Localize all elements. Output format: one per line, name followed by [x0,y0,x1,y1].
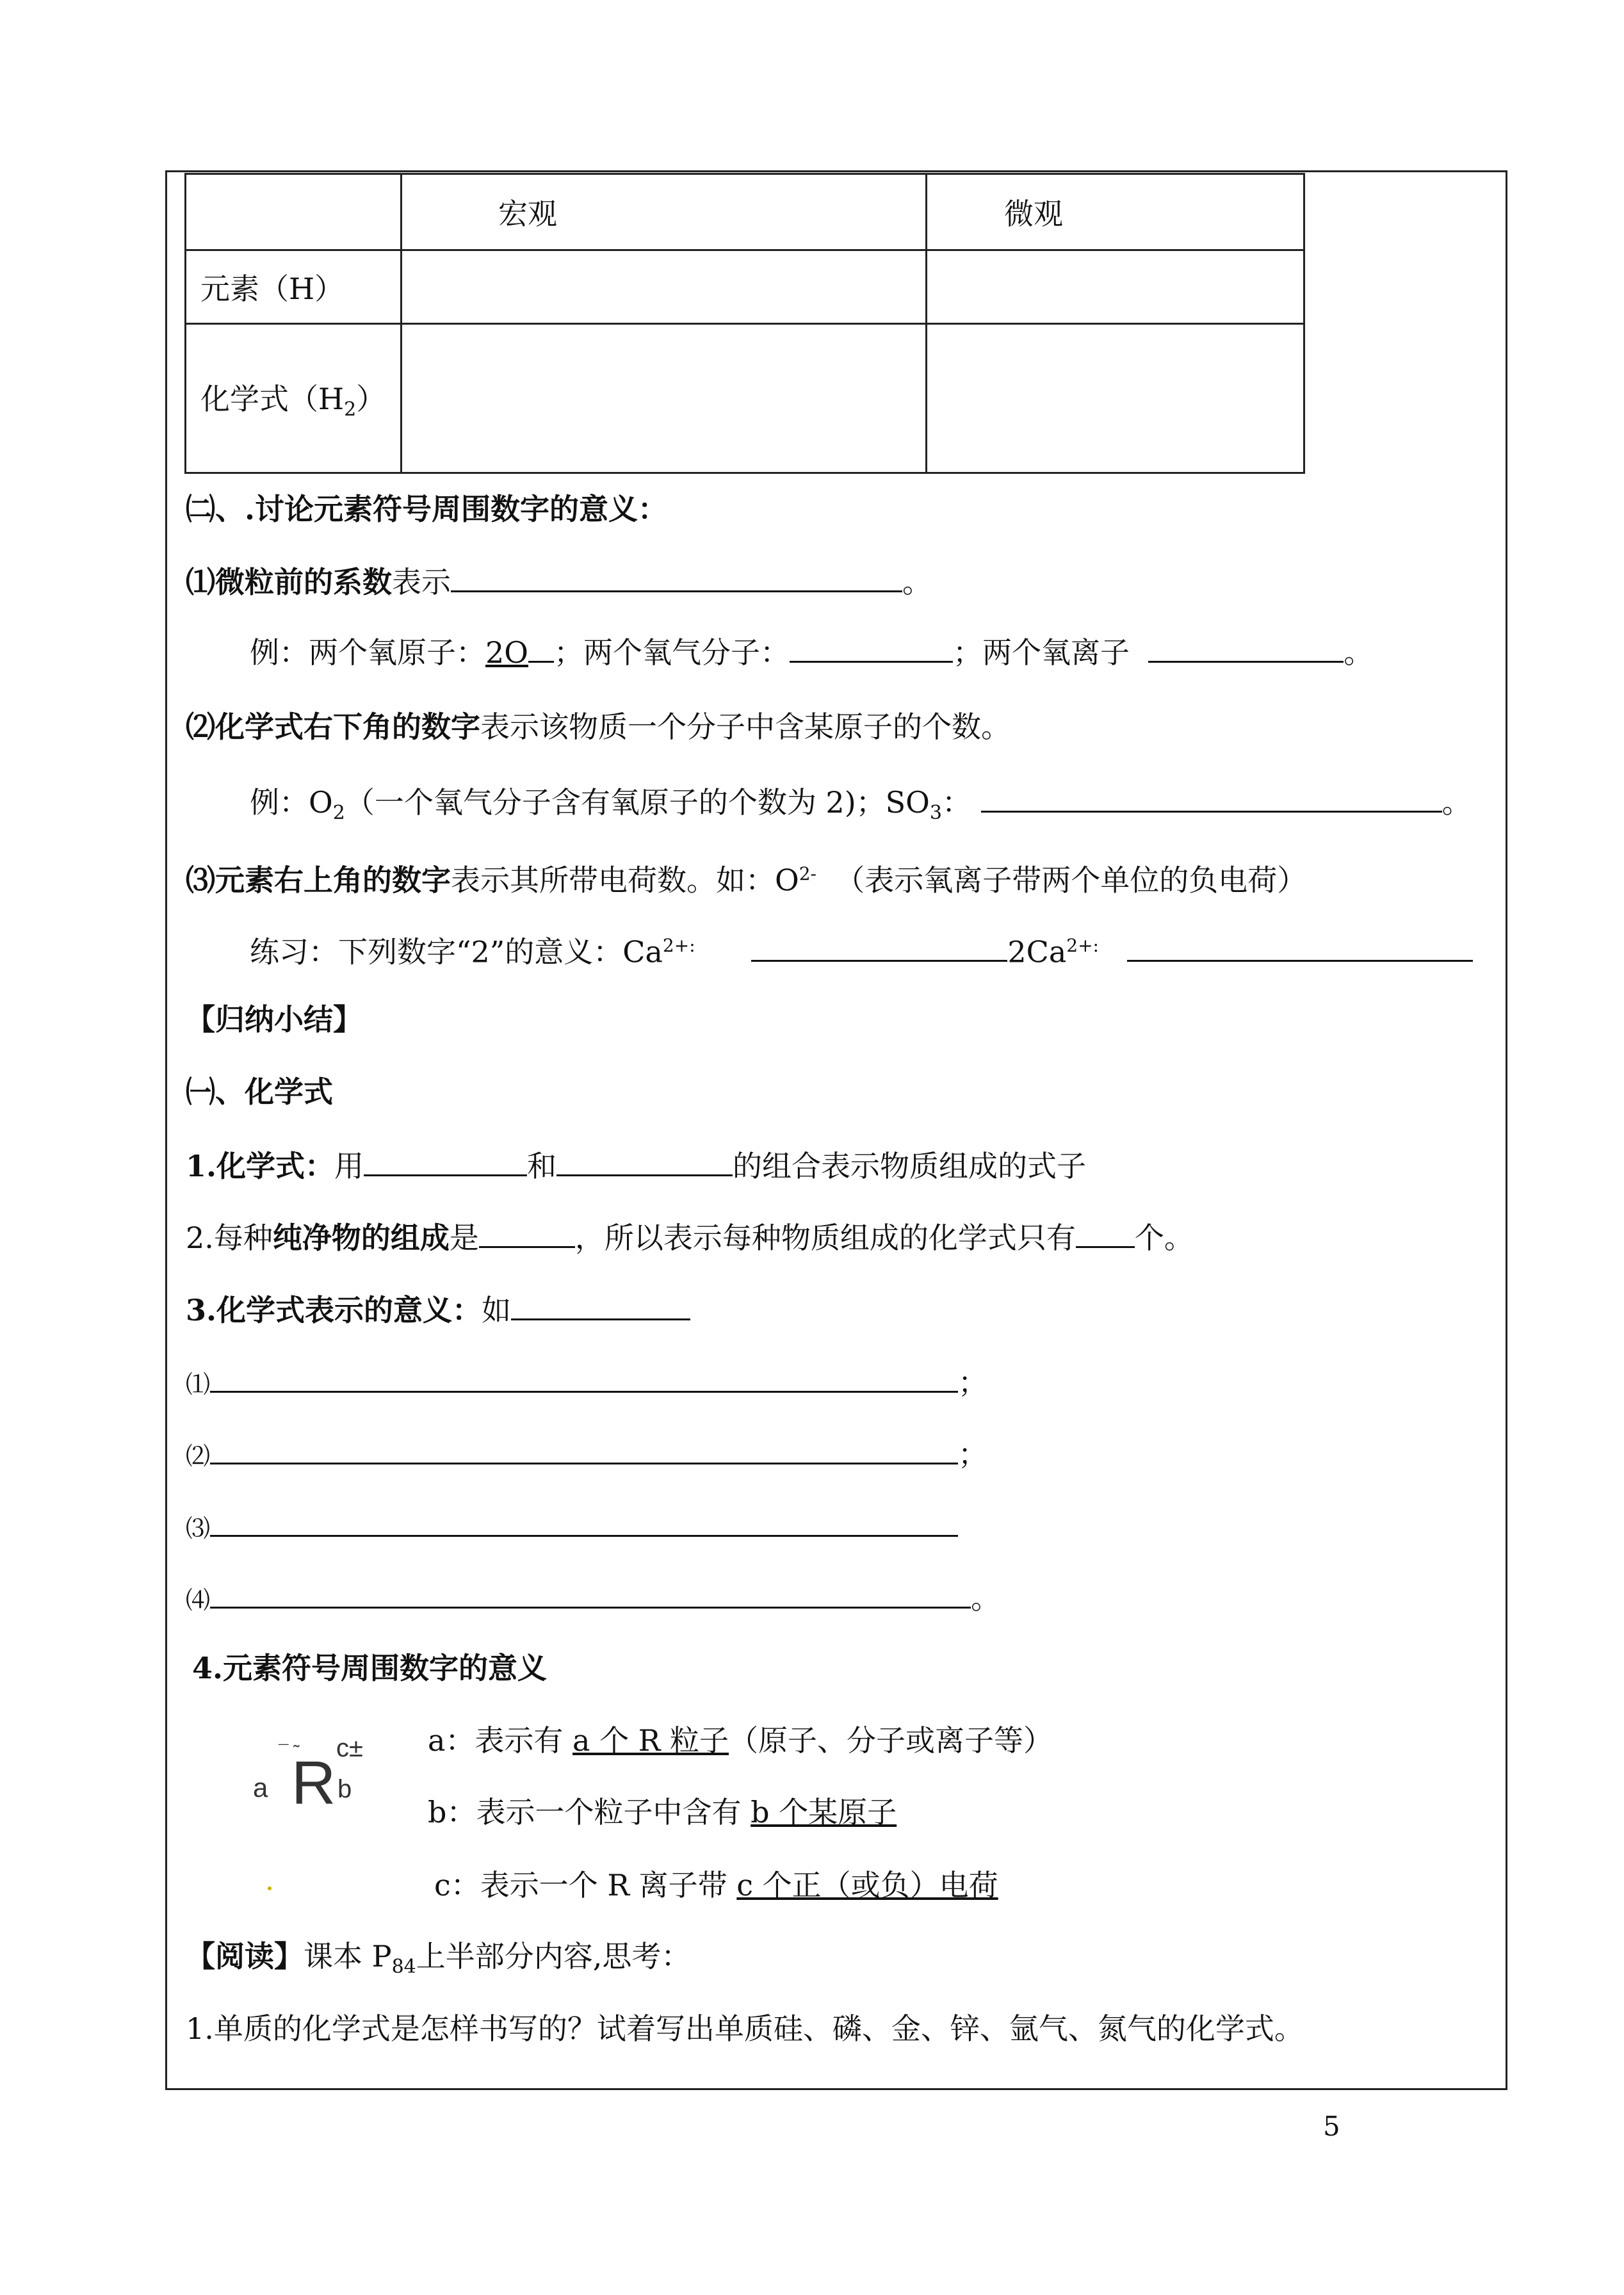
meaning-line-1: ⑴ ； [186,1363,987,1404]
answer-blank[interactable] [451,562,902,592]
answer-blank[interactable] [556,1146,733,1176]
table-header-row [186,174,1304,250]
summary-item1: 1.化学式：用 和 的组合表示物质组成的式子 [186,1146,1086,1185]
meaning-b: b：表示一个粒子中含有 b 个某原子 [428,1795,897,1829]
meaning-line-2: ⑵ ； [186,1434,987,1475]
table-row [186,324,1304,473]
table-cell-blank[interactable] [402,324,927,473]
answer-blank[interactable] [210,1578,971,1609]
summary-subtitle: ㈠、化学式 [186,1075,333,1109]
answer-blank[interactable] [511,1290,690,1320]
formula-r: R [291,1749,336,1817]
page-number: 5 [1323,2111,1340,2142]
summary-item3: 3.化学式表示的意义：如 [186,1290,690,1329]
formula-a: a [253,1772,268,1803]
answer-blank[interactable] [790,633,953,663]
formula-dash: ¯ ˜ [279,1742,300,1762]
table-header-empty [186,174,402,250]
summary-item4: 4.元素符号周围数字的意义 [192,1651,548,1685]
table-cell-blank[interactable] [927,324,1304,473]
section2-point3: ⑶元素右上角的数字表示其所带电荷数。如：$O^{2-}$ （表示氧离子带两个单位的负电荷） [186,863,1307,898]
example-answer: 2O [485,635,528,670]
formula-c: c± [336,1734,363,1762]
meaning-c: c：表示一个 R 离子带 c 个正（或负）电荷 [434,1868,998,1902]
section2-point2: ⑵化学式右下角的数字表示该物质一个分子中含某原子的个数。 [186,710,1011,744]
section2-example1: 例：两个氧原子：2O ；两个氧气分子： ；两个氧离子 。 [250,633,1373,672]
answer-blank[interactable] [1148,633,1344,663]
answer-blank[interactable] [210,1434,958,1464]
yellow-dot [268,1886,272,1890]
answer-blank[interactable] [1076,1218,1135,1248]
table-cell-blank[interactable] [402,250,927,324]
table-row [186,250,1304,324]
reading-line: 【阅读】课本 $P_{84}$上半部分内容,思考： [186,1939,691,1979]
answer-blank[interactable] [981,783,1442,813]
summary-item2: 2.每种纯净物的组成是 ，所以表示每种物质组成的化学式只有 个。 [186,1218,1194,1257]
answer-blank[interactable] [751,932,1007,962]
table-row-label: 化学式$(H_2)$ [186,324,402,473]
answer-blank[interactable] [479,1218,575,1248]
table-row-label: 元素（H） [186,250,402,324]
answer-blank[interactable] [210,1507,958,1537]
table-header-macro: 宏观 [402,174,927,250]
section2-title: ㈡、.讨论元素符号周围数字的意义： [186,492,668,526]
section2-practice: 练习：下列数字“2”的意义：$Ca^{2+:}$ $2Ca^{2+:}$ [250,927,1473,971]
summary-title: 【归纳小结】 [186,1002,362,1037]
table-header-micro: 微观 [927,174,1304,250]
reading-question-1: 1.单质的化学式是怎样书写的？试着写出单质硅、磷、金、锌、氩气、氮气的化学式。 [186,2011,1304,2046]
macro-micro-table [184,173,1305,474]
meaning-line-4: ⑷ 。 [186,1578,1000,1619]
formula-b: b [337,1775,352,1803]
section2-point1: ⑴微粒前的系数表示 。 [186,562,932,601]
answer-blank[interactable] [364,1146,527,1176]
table-cell-blank[interactable] [927,250,1304,324]
meaning-line-3: ⑶ [186,1507,958,1548]
element-symbol-diagram [253,1723,381,1819]
meaning-a: a：表示有 a 个 R 粒子（原子、分子或离子等） [428,1723,1053,1758]
answer-blank[interactable] [1127,932,1473,962]
section2-example2: 例：$O_2$（一个氧气分子含有氧原子的个数为 2)；$SO_3$： 。 [250,783,1472,832]
answer-blank[interactable] [210,1363,958,1393]
